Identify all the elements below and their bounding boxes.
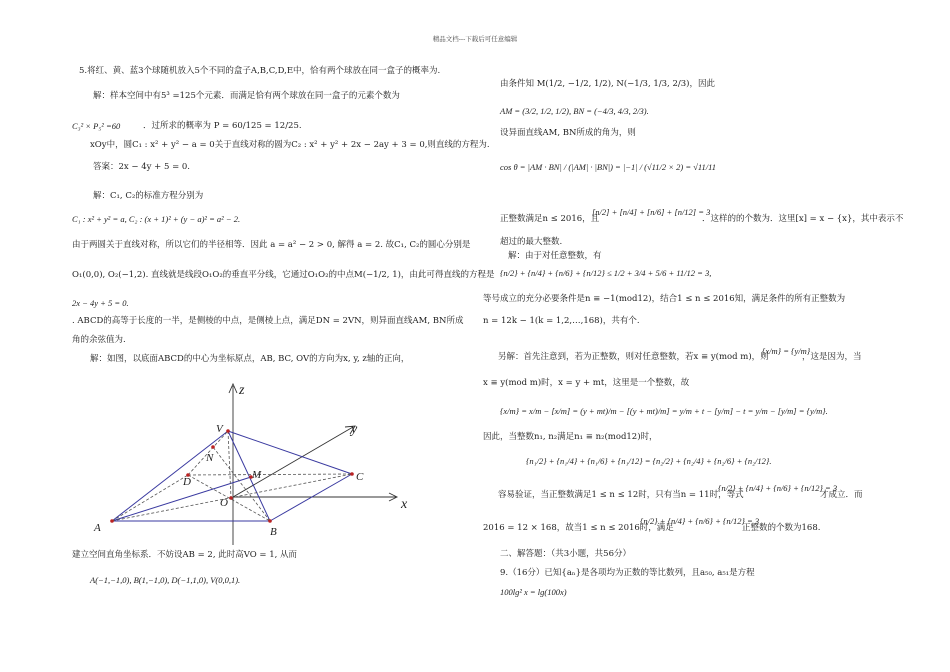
problem-8-alt-final-a: 2016 = 12 × 168，故当1 ≤ n ≤ 2016时，满足 [483,523,674,533]
problem-7-statement: . ABCD的高等于长度的一半，是侧棱的中点，是侧棱上点，满足DN = 2VN，则异面直线AM, BN所成 [72,316,464,326]
problem-7-solution-line2: 建立空间直角坐标系．不妨设AB = 2, 此时高VO = 1, 从而 [72,550,298,560]
problem-8-statement-a: 正整数满足n ≤ 2016，且 [500,214,600,224]
problem-8-alt-identity: {n₁/2} + {n₁/4} + {n₁/6} + {n₁/12} = {n₂/2} + {n₂/4} + {n₂/6} + {n₂/12}. [526,456,772,466]
problem-6-solution-line2: 由于两圆关于直线对称，所以它们的半径相等．因此 a = a² − 2 > 0, 解得 a = 2. 故C₁, C₂的圆心分别是 [72,240,471,250]
point-V [226,429,230,433]
problem-5-statement: 5.将红、黄、蓝3个球随机放入5个不同的盒子A,B,C,D,E中，恰有两个球放在同一盒子的概率为. [79,66,441,76]
edge-AD [112,475,188,521]
label-D: D [183,476,191,488]
problem-8-inequality: {n/2} + {n/4} + {n/6} + {n/12} ≤ 1/2 + 3/4 + 5/6 + 11/12 = 3, [500,268,712,278]
section-heading: 二、解答题：（共3小题，共56分） [500,549,631,559]
label-A: A [94,522,101,534]
solution-points-M-N: 由条件知 M(1/2, −1/2, 1/2), N(−1/3, 1/3, 2/3)，因此 [500,79,715,89]
problem-7-solution-line1: 解：如图，以底面ABCD的中心为坐标原点，AB, BC, OV的方向为x, y, z轴的正向， [90,354,410,364]
problem-6-answer: 答案：2x − 4y + 5 = 0. [93,162,191,172]
point-B [268,519,272,523]
label-x: x [401,497,408,512]
label-V: V [216,423,223,435]
solution-angle-intro: 设异面直线AM, BN所成的角为，则 [500,128,636,138]
problem-8-alt-final-eq: {n/2} + {n/4} + {n/6} + {n/12} = 3 [640,516,760,526]
problem-6-line-equation: 2x − 4y + 5 = 0. [72,298,129,308]
problem-6-solution-line1: 解：C₁, C₂的标准方程分别为 [93,191,204,201]
problem-6-statement: xOy中，圆C₁ : x² + y² − a = 0关于直线对称的圆为C₂ : x² + y² + 2x − 2ay + 3 = 0,则直线的方程为. [90,140,490,150]
label-M: M [252,469,262,481]
point-N [211,445,215,449]
y-axis [233,427,353,497]
edge-DC [188,474,352,475]
label-C: C [356,471,364,483]
label-y: y [351,422,358,437]
segment-BN [213,447,270,521]
problem-7-coordinates: A(−1,−1,0), B(1,−1,0), D(−1,1,0), V(0,0,1). [90,575,241,585]
point-C [350,472,354,476]
problem-8-alt-congruence: {x/m} = {y/m} [762,346,811,356]
problem-7-statement-cont: 角的余弦值为. [72,335,126,345]
problem-6-circle-equations: C₁ : x² + y² = a, C₂ : (x + 1)² + (y − a)² = a² − 2. [72,214,241,224]
problem-8-statement-b: ．这样的的个数为．这里[x] = x − {x}，其中表示不 [702,214,904,224]
label-B: B [270,526,277,538]
problem-8-equality-condition: 等号成立的充分必要条件是n ≡ −1(mod12)，结合1 ≤ n ≤ 2016知，满足条件的所有正整数为 [483,294,846,304]
edge-BC [270,474,352,521]
solution-cosine: cos θ = |AM · BN| / (|AM| · |BN|) = |−1| / (√11/2 × 2) = √11/11 [500,162,716,172]
problem-8-alt-line4: 因此，当整数n₁, n₂满足n₁ ≡ n₂(mod12)时， [483,432,658,442]
problem-8-alt-intro-b: ，这是因为，当 [802,352,862,362]
edge-VB [228,431,270,521]
solution-vectors: AM = (3/2, 1/2, 1/2), BN = (−4/3, 4/3, 2/3). [500,106,649,116]
problem-8-alt-derivation: {x/m} = x/m − [x/m] = (y + mt)/m − [(y + mt)/m] = y/m + t − [y/m] − t = y/m − [y/m] = {y/m}. [500,406,828,416]
problem-5-count-formula: C₃² × P₅² =60 [72,121,121,131]
problem-8-alt-line2: x ≡ y(mod m)时，x = y + mt，这里是一个整数，故 [483,378,690,388]
label-O: O [220,497,228,509]
page-header: 精品文档---下载后可任意编辑 [432,35,518,43]
edge-VA [112,431,228,521]
height-VO [228,431,231,498]
label-N: N [206,452,214,464]
problem-8-solution-line1: 解：由于对任意整数，有 [508,251,602,261]
problem-5-solution-line1: 解：样本空间中有5³ =125个元素．而满足恰有两个球放在同一盒子的元素个数为 [93,91,400,101]
problem-8-alt-verify-eq: {n/2} + {n/4} + {n/6} + {n/12} = 3 [718,483,838,493]
label-z: z [239,383,245,398]
problem-8-alt-final-b: 正整数的个数为168. [742,523,821,533]
problem-8-result: n = 12k − 1(k = 1,2,…,168)，共有个. [483,316,640,326]
problem-5-probability: ．过所求的概率为 P = 60/125 = 12/25. [143,121,302,131]
problem-8-statement-cont: 超过的最大整数. [500,237,563,247]
problem-8-alt-intro-a: 另解：首先注意到，若为正整数，则对任意整数，若x ≡ y(mod m)，则 [498,352,769,362]
problem-9-statement: 9.（16分）已知{aₙ}是各项均为正数的等比数列，且a₅₀, a₅₁是方程 [500,568,755,578]
problem-6-solution-line3: O₁(0,0), O₂(−1,2). 直线就是线段O₁O₂的垂直平分线，它通过O₁O₂的中点M(−1/2, 1)，由此可得直线的方程是 [72,270,495,280]
problem-8-equation: [n/2] + [n/4] + [n/6] + [n/12] = 3 [592,207,711,217]
point-A [110,519,114,523]
point-O [229,496,233,500]
edge-VC [228,431,352,474]
diagonal-BD [188,475,270,521]
problem-8-alt-verify-b: 才成立．而 [820,490,863,500]
problem-9-equation: 100lg² x = lg(100x) [500,587,567,597]
problem-8-alt-verify-a: 容易验证，当正整数满足1 ≤ n ≤ 12时，只有当n = 11时，等式 [498,490,744,500]
